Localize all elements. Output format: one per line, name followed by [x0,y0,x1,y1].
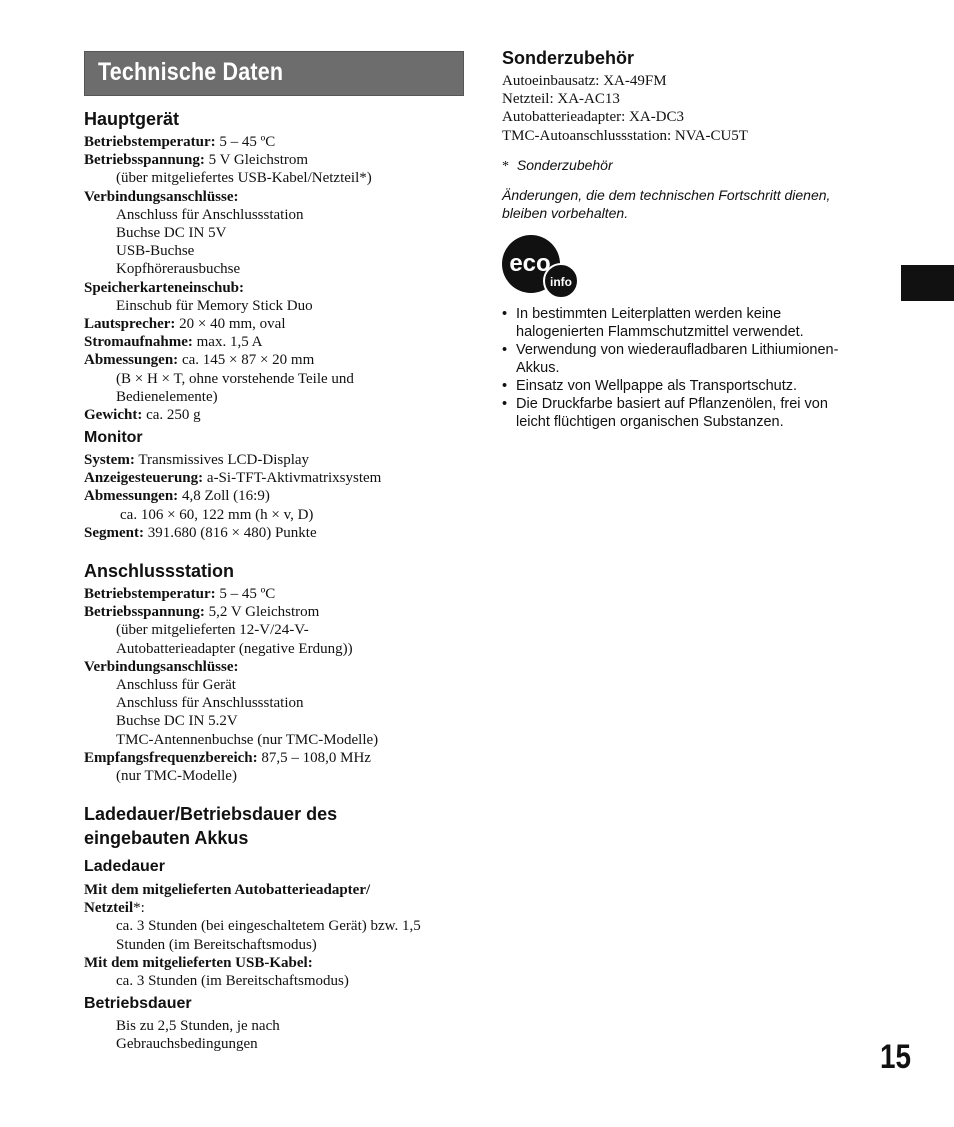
heading-anschlussstation: Anschlussstation [84,561,235,581]
list-item: Netzteil: XA-AC13 [502,91,620,108]
list-item: Autoeinbausatz: XA-49FM [502,73,667,89]
list-item: • Einsatz von Wellpappe als Transportschutz. [502,377,882,395]
hauptgeraet-specs: Betriebstemperatur: 5 – 45 ºC Betriebsspannung: 5 V Gleichstrom (über mitgeliefertes USB-Kabel/Netzteil*) Verbindungsanschlüsse: Anschluss für Anschlussstation Buchse DC IN 5V USB-Buchse Kopfhörerausbuchse Speicherkarteneinschub: Einschub für Memory Stick Duo Lautsprecher: 20 × 40 mm, oval Stromaufnahme: max. 1,5 A Abmessungen: ca. 145 × 87 × 20 mm (B × H × T, ohne vorstehende Teile und Bedienelemente) Gewicht: ca. 250 g [84,133,464,424]
page-title: Technische Daten [98,58,284,86]
chapter-tab-marker [901,265,954,301]
ladedauer-specs: Mit dem mitgelieferten Autobatterieadapter/ Netzteil*: ca. 3 Stunden (bei eingeschaltetem Gerät) bzw. 1,5 Stunden (im Bereitschaftsmodus) Mit dem mitgelieferten USB-Kabel: ca. 3 Stunden (im Bereitschaftsmodus) [84,882,421,990]
list-item: Anschluss für Anschlussstation [116,695,304,712]
station-specs: Betriebstemperatur: 5 – 45 ºC Betriebsspannung: 5,2 V Gleichstrom (über mitgelieferten 12-V/24-V- Autobatterieadapter (negative Erdung)) Verbindungsanschlüsse: Anschluss für Gerät Anschluss für Anschlussstation Buchse DC IN 5.2V TMC-Antennenbuchse (nur TMC-Modelle) Empfangsfrequenzbereich: 87,5 – 108,0 MHz (nur TMC-Modelle) [84,585,464,785]
list-item: • Die Druckfarbe basiert auf Pflanzenölen, frei von leicht flüchtigen organischen Substanzen. [502,395,882,431]
monitor-specs: System: Transmissives LCD-Display Anzeigesteuerung: a-Si-TFT-Aktivmatrixsystem Abmessungen: 4,8 Zoll (16:9) ca. 106 × 60, 122 mm (h × v, D) Segment: 391.680 (816 × 480) Punkte [84,452,382,541]
heading-akku: Ladedauer/Betriebsdauer des eingebauten Akkus [84,804,338,848]
eco-info-logo [502,234,580,298]
list-item: Buchse DC IN 5V [116,225,227,242]
heading-ladedauer: Ladedauer [84,858,165,875]
change-notice: Änderungen, die dem technischen Fortschritt dienen, bleiben vorbehalten. [502,187,831,221]
betriebsdauer-specs: Bis zu 2,5 Stunden, je nach Gebrauchsbedingungen [116,1018,280,1053]
list-item: • Verwendung von wiederaufladbaren Lithiumionen- Akkus. [502,341,882,377]
heading-monitor: Monitor [84,429,143,446]
list-item: TMC-Autoanschlussstation: NVA-CU5T [502,127,748,144]
list-item: USB-Buchse [116,243,195,260]
zubehoer-list [502,72,892,145]
page-number: 15 [880,1038,912,1076]
list-item: Kopfhörerausbuchse [116,261,241,278]
footnote: * Sonderzubehör [502,157,613,174]
list-item: Autobatterieadapter: XA-DC3 [502,109,685,126]
eco-bullet-list [502,305,882,431]
list-item: Anschluss für Gerät [116,677,236,694]
list-item: Anschluss für Anschlussstation [116,206,304,223]
list-item: Buchse DC IN 5.2V [116,713,238,730]
list-item: • In bestimmten Leiterplatten werden keine halogenierten Flammschutzmittel verwendet. [502,305,882,341]
heading-betriebsdauer: Betriebsdauer [84,995,192,1012]
section-title-bar [84,51,464,96]
info-word: info [550,275,572,289]
list-item: TMC-Antennenbuchse (nur TMC-Modelle) [116,731,379,748]
eco-word: eco [509,250,551,277]
heading-hauptgeraet: Hauptgerät [84,109,180,129]
heading-sonderzubehoer: Sonderzubehör [502,48,635,68]
